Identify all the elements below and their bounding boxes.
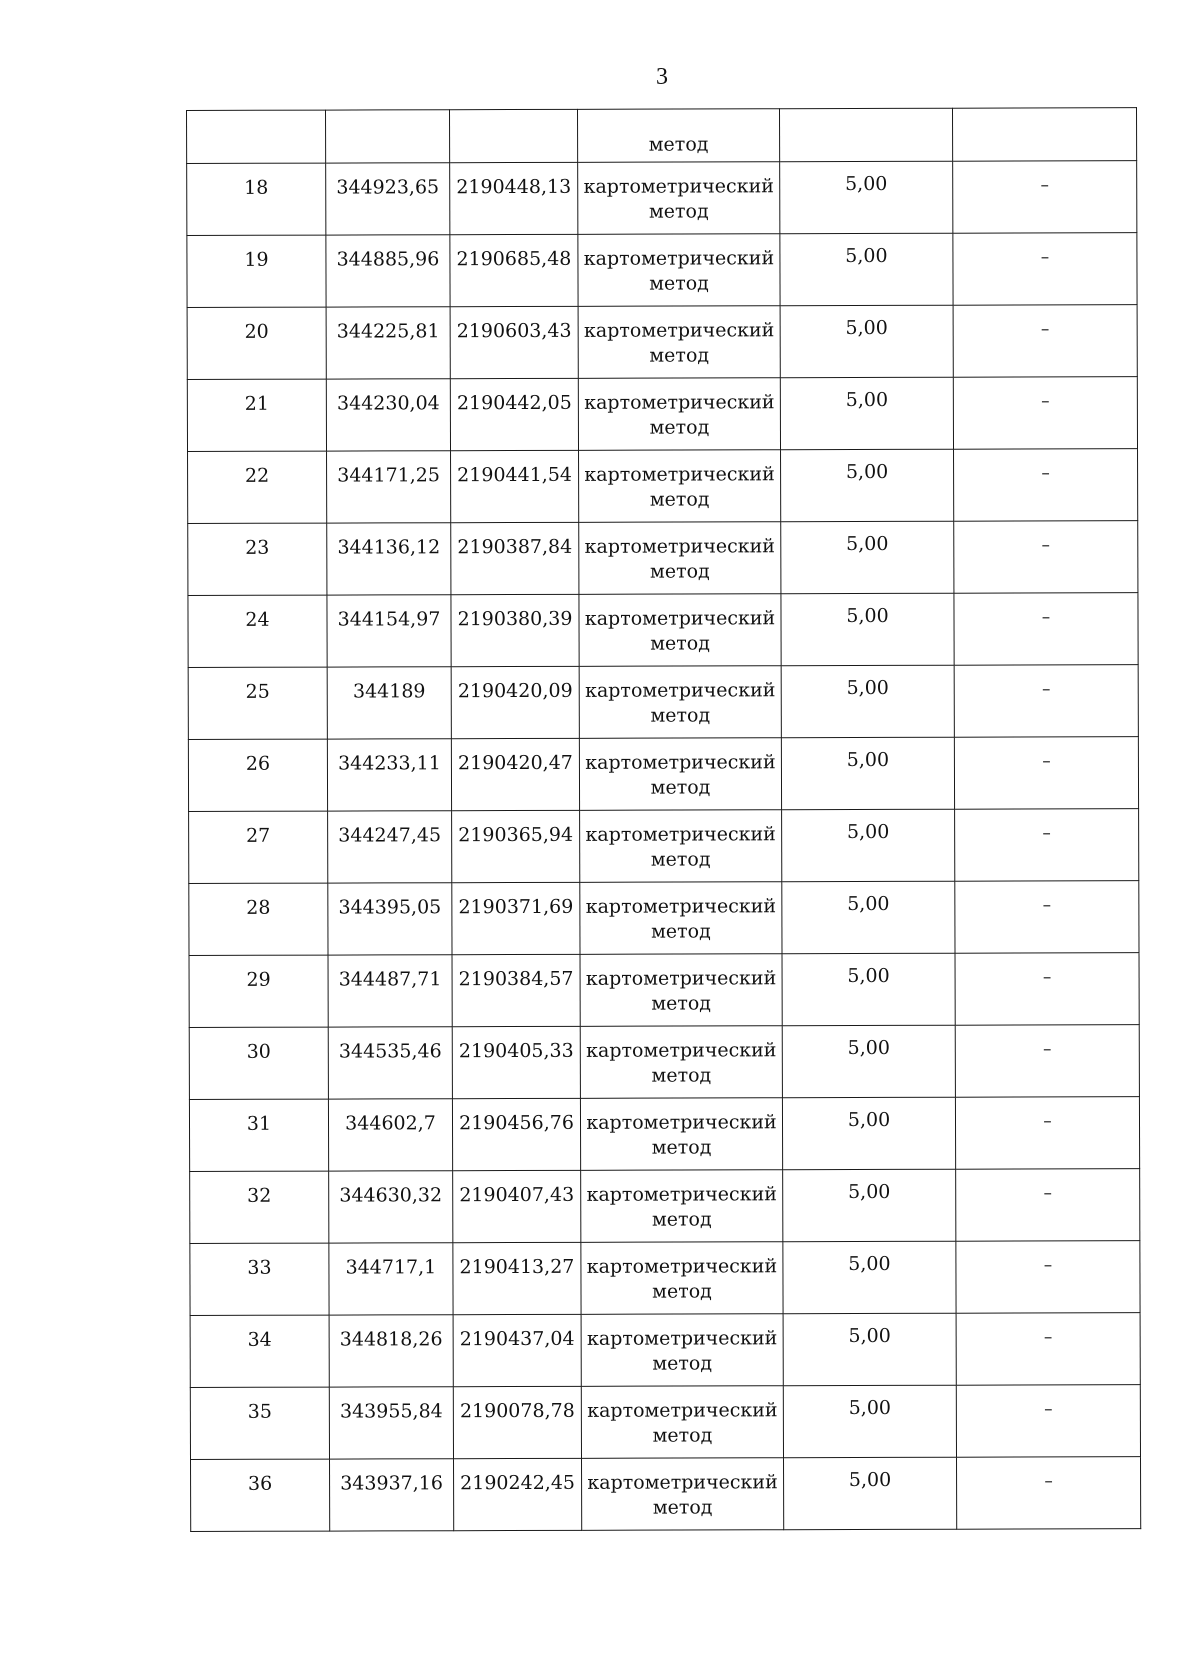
cell-y-coordinate (453, 1314, 581, 1386)
table-row (190, 1313, 1140, 1388)
cell-method-line-1: картометрический (585, 679, 776, 702)
cell-x-coordinate-text: 344230,04 (336, 392, 440, 415)
cell-y-coordinate (452, 810, 580, 882)
cell-note-text: – (1042, 751, 1051, 772)
cell-y-coordinate-text: 2190448,13 (456, 175, 572, 199)
cell-y-coordinate-text: 2190405,33 (458, 1039, 574, 1063)
cell-x-coordinate-text: 344885,96 (336, 248, 440, 271)
cell-point-number-text: 32 (247, 1184, 272, 1207)
cell-error (783, 1169, 956, 1242)
cell-method-line-2: метод (649, 416, 710, 439)
cell-note (956, 1313, 1140, 1386)
cell-x-coordinate (329, 1315, 453, 1387)
cell-point-number-text: 31 (246, 1112, 272, 1135)
cell-note-text: – (1041, 391, 1050, 412)
table-row (187, 305, 1137, 380)
cell-y-coordinate-text: 2190420,47 (457, 751, 573, 775)
cell-error-text: 5,00 (848, 1180, 891, 1204)
cell-error (784, 1457, 957, 1530)
cell-y-coordinate-text: 2190078,78 (459, 1399, 575, 1423)
cell-error-text: 5,00 (846, 748, 890, 772)
cell-error-text: 5,00 (846, 820, 890, 844)
cell-method-text (582, 1458, 783, 1521)
table-row (187, 377, 1137, 452)
cell-method-text (581, 1242, 782, 1305)
cell-method-line-2: метод (651, 1064, 712, 1087)
cell-note-text: – (1043, 1327, 1053, 1348)
table-row (190, 1169, 1140, 1244)
cell-x-coordinate-text: 344189 (352, 680, 426, 703)
cell-x-coordinate-text: 343955,84 (339, 1400, 443, 1423)
cell-method-text (580, 666, 781, 729)
cell-x-coordinate (327, 739, 451, 811)
cell-method-text (582, 1386, 783, 1449)
cell-error (782, 881, 955, 954)
cell-method (581, 1386, 783, 1459)
cell-point-number (187, 379, 326, 451)
cell-x-coordinate (329, 1171, 453, 1243)
cell-note-text: – (1042, 823, 1051, 844)
cell-method-line-1: картометрический (584, 535, 775, 558)
cell-note-text: – (1040, 175, 1050, 196)
cell-method-line-1: картометрический (583, 319, 775, 342)
table-row (189, 881, 1139, 956)
cell-method-line-2: метод (651, 1136, 712, 1159)
cell-point-number-text: 26 (245, 752, 271, 775)
table-row (188, 521, 1138, 596)
cell-error-text: 5,00 (846, 532, 889, 556)
cell-point-number-text: 18 (244, 176, 269, 199)
cell-method (579, 522, 781, 595)
cell-method-line-2: метод (652, 1496, 713, 1519)
cell-method (578, 162, 780, 235)
cell-error (782, 809, 955, 882)
cell-method-line-1: картометрический (584, 463, 775, 486)
table-row (188, 449, 1138, 524)
cell-note-text: – (1041, 535, 1051, 556)
cell-note-text: – (1040, 319, 1050, 340)
cell-method (579, 594, 781, 667)
cell-x-coordinate (326, 307, 450, 379)
cell-x-coordinate-text: 344233,11 (338, 752, 441, 775)
cell-point-number (189, 1027, 328, 1099)
cell-point-number (188, 739, 327, 811)
cell-error-text: 5,00 (845, 172, 888, 196)
cell-point-number-text: 23 (245, 536, 270, 559)
cell-method-line-1: картометрический (584, 607, 776, 630)
cell-x-coordinate (328, 1027, 452, 1099)
cell-method (580, 1026, 782, 1099)
cell-point-number-text: 30 (246, 1040, 271, 1063)
cell-note-text: – (1040, 247, 1050, 268)
cell-point-number (190, 1243, 329, 1315)
cell-method-line-1: картометрический (586, 1327, 778, 1350)
cell-x-empty (326, 110, 450, 163)
cell-method-text (578, 162, 779, 225)
cell-note-text: – (1042, 967, 1052, 988)
cell-error (780, 233, 953, 306)
cell-y-coordinate-text: 2190437,04 (459, 1327, 575, 1351)
table-row (191, 1457, 1141, 1532)
cell-method-text (581, 1170, 782, 1233)
cell-point-number-text: 22 (244, 464, 270, 487)
page-number: 3 (656, 64, 668, 90)
cell-note (953, 377, 1137, 450)
cell-y-coordinate-text: 2190380,39 (457, 607, 573, 631)
table-row (189, 1025, 1139, 1100)
cell-method-line-2: метод (651, 1208, 712, 1231)
cell-x-coordinate (327, 523, 451, 595)
cell-point-number-text: 20 (244, 320, 269, 343)
cell-y-coordinate (450, 234, 578, 306)
cell-x-coordinate (329, 1243, 453, 1315)
cell-x-coordinate (326, 379, 450, 451)
cell-point-number-text: 24 (245, 608, 270, 631)
cell-point-number (190, 1387, 329, 1459)
cell-method-line-1: картометрический (587, 1471, 778, 1494)
cell-note-text: – (1042, 895, 1052, 916)
cell-y-coordinate (453, 1386, 581, 1458)
cell-point-number (189, 955, 328, 1027)
cell-method-line-2: метод (650, 776, 711, 799)
cell-error-text: 5,00 (845, 388, 889, 412)
table-row (189, 953, 1139, 1028)
cell-point-number-text: 35 (247, 1400, 272, 1423)
coordinates-table (186, 107, 1141, 1532)
table-row (187, 233, 1137, 308)
cell-x-coordinate-text: 344630,32 (339, 1184, 443, 1207)
cell-note (955, 809, 1139, 882)
cell-y-coordinate (451, 738, 579, 810)
cell-point-number (188, 451, 327, 523)
cell-method-line-2: метод (652, 1352, 713, 1375)
cell-method-line-1: картометрический (584, 391, 775, 414)
cell-x-coordinate-text: 344487,71 (338, 968, 442, 991)
cell-method (579, 450, 781, 523)
cell-y-coordinate (453, 1170, 581, 1242)
cell-error-text: 5,00 (848, 1468, 892, 1492)
cell-method-text (579, 306, 780, 369)
cell-method (578, 306, 780, 379)
cell-point-number (189, 1099, 328, 1171)
cell-note (954, 449, 1138, 522)
cell-method-line-2: метод (651, 992, 712, 1015)
cell-method-text (580, 738, 781, 801)
cell-error (782, 953, 955, 1026)
cell-y-coordinate-text: 2190387,84 (457, 535, 573, 559)
cell-note (956, 1169, 1140, 1242)
cell-point-number (187, 163, 326, 235)
cell-error-text: 5,00 (846, 604, 889, 628)
cell-note (953, 233, 1137, 306)
cell-note-text: – (1043, 1183, 1052, 1204)
cell-note (956, 1241, 1140, 1314)
cell-method (577, 109, 779, 163)
cell-error (783, 1385, 956, 1458)
table-row (189, 809, 1139, 884)
cell-error (781, 665, 954, 738)
cell-note (954, 593, 1138, 666)
cell-method (581, 1170, 783, 1243)
cell-y-coordinate-text: 2190685,48 (456, 247, 572, 271)
cell-note (953, 305, 1137, 378)
cell-method-line-2: метод (649, 344, 710, 367)
cell-y-coordinate-text: 2190384,57 (458, 967, 574, 991)
cell-method (581, 1242, 783, 1315)
cell-point-number (191, 1459, 330, 1531)
cell-error-text: 5,00 (847, 892, 890, 916)
cell-x-coordinate (329, 1387, 453, 1459)
cell-x-coordinate-text: 344136,12 (337, 536, 441, 559)
cell-note-empty (952, 108, 1136, 162)
cell-error-text: 5,00 (847, 1036, 890, 1060)
cell-x-coordinate-text: 344923,65 (336, 176, 440, 199)
cell-point-number (188, 595, 327, 667)
cell-y-coordinate-text: 2190407,43 (459, 1183, 575, 1207)
cell-method-line-1: картометрический (585, 895, 777, 918)
cell-point-empty (187, 110, 326, 163)
cell-error (781, 737, 954, 810)
cell-method (578, 234, 780, 307)
cell-method-line-1: картометрический (586, 1183, 777, 1206)
cell-method-line-2: метод (649, 488, 710, 511)
cell-x-coordinate (330, 1459, 454, 1531)
cell-x-coordinate (328, 1099, 452, 1171)
cell-y-coordinate-text: 2190456,76 (459, 1111, 574, 1135)
cell-x-coordinate-text: 343937,16 (340, 1472, 443, 1495)
cell-error-text: 5,00 (847, 964, 890, 988)
cell-y-coordinate (452, 1026, 580, 1098)
cell-method-text (578, 234, 779, 297)
cell-y-coordinate (450, 378, 578, 450)
cell-error-text: 5,00 (845, 244, 888, 268)
cell-y-coordinate (451, 594, 579, 666)
cell-x-coordinate-text: 344818,26 (339, 1328, 443, 1351)
cell-note-text: – (1043, 1039, 1052, 1060)
cell-y-coordinate-text: 2190442,05 (456, 391, 572, 415)
cell-y-coordinate-text: 2190371,69 (458, 895, 574, 919)
cell-y-coordinate (453, 1242, 581, 1314)
cell-y-coordinate (450, 162, 578, 234)
cell-y-empty (450, 109, 578, 162)
cell-error (783, 1313, 956, 1386)
cell-x-coordinate-text: 344535,46 (338, 1040, 442, 1063)
cell-note (953, 161, 1137, 234)
table-body (187, 108, 1141, 1532)
cell-method-text (581, 1026, 782, 1089)
cell-method-text (579, 594, 780, 657)
cell-method (580, 1098, 782, 1171)
cell-method (580, 810, 782, 883)
table-row (188, 737, 1138, 812)
cell-error (780, 161, 953, 234)
cell-x-coordinate-text: 344602,7 (345, 1112, 436, 1135)
cell-method-line-2: метод (649, 272, 709, 295)
cell-point-number (187, 235, 326, 307)
cell-note (956, 1385, 1140, 1458)
cell-note-text: – (1041, 607, 1051, 628)
cell-error-empty (779, 108, 952, 162)
cell-note (957, 1457, 1141, 1530)
cell-method-text (581, 954, 782, 1017)
cell-method (579, 738, 781, 811)
cell-x-coordinate (327, 667, 451, 739)
cell-y-coordinate (451, 522, 579, 594)
cell-method-line-2: метод (652, 1424, 713, 1447)
cell-method-line-2: метод (649, 560, 710, 583)
cell-point-number-text: 27 (246, 824, 271, 847)
cell-error-text: 5,00 (846, 676, 889, 700)
cell-method (581, 1314, 783, 1387)
cell-error-text: 5,00 (848, 1396, 892, 1420)
cell-point-number (189, 883, 328, 955)
cell-note-text: – (1041, 463, 1050, 484)
cell-method-text (580, 882, 781, 945)
cell-method-line-2: метод (650, 632, 710, 655)
cell-method-text (580, 810, 781, 873)
cell-error-text: 5,00 (845, 460, 889, 484)
cell-y-coordinate (454, 1458, 582, 1530)
cell-x-coordinate (328, 883, 452, 955)
cell-y-coordinate-text: 2190603,43 (456, 319, 572, 343)
cell-method-line-1: картометрический (583, 175, 774, 198)
cell-point-number (190, 1315, 329, 1387)
table-row (190, 1385, 1140, 1460)
cell-method-line-1: картометрический (586, 1111, 777, 1134)
cell-method-line-1: картометрический (585, 751, 776, 774)
cell-note-text: – (1041, 679, 1051, 700)
cell-note-text: – (1044, 1471, 1053, 1492)
cell-method (580, 954, 782, 1027)
cell-x-coordinate (328, 955, 452, 1027)
cell-y-coordinate (450, 306, 578, 378)
cell-method (579, 666, 781, 739)
cell-error (781, 449, 954, 522)
cell-y-coordinate-text: 2190242,45 (460, 1471, 576, 1495)
cell-error (781, 593, 954, 666)
cell-note-text: – (1044, 1399, 1053, 1420)
cell-x-coordinate (328, 811, 452, 883)
cell-point-number-text: 29 (246, 968, 271, 991)
cell-y-coordinate (452, 882, 580, 954)
cell-error-text: 5,00 (848, 1252, 891, 1276)
cell-error-text: 5,00 (845, 316, 888, 340)
cell-method-line-2: метод (650, 704, 711, 727)
cell-method-line-1: картометрический (586, 1255, 778, 1278)
cell-note (954, 665, 1138, 738)
cell-note (955, 953, 1139, 1026)
cell-method-line-2: метод (648, 200, 709, 223)
cell-point-number (190, 1171, 329, 1243)
cell-method-text (579, 450, 780, 513)
cell-x-coordinate (327, 595, 451, 667)
cell-x-coordinate (326, 163, 450, 235)
cell-point-number (187, 307, 326, 379)
cell-method-line-1: картометрический (585, 823, 776, 846)
cell-x-coordinate-text: 344154,97 (337, 608, 441, 631)
cell-x-coordinate (326, 235, 450, 307)
cell-error (780, 305, 953, 378)
cell-method-line-1: картометрический (585, 967, 777, 990)
cell-point-number-text: 21 (244, 392, 269, 415)
cell-note (954, 521, 1138, 594)
cell-error (783, 1241, 956, 1314)
cell-note (954, 737, 1138, 810)
cell-y-coordinate (452, 954, 580, 1026)
cell-note (955, 881, 1139, 954)
cell-point-number (188, 523, 327, 595)
cell-method-text (582, 1314, 783, 1377)
cell-y-coordinate (452, 1098, 580, 1170)
table-row (189, 1097, 1139, 1172)
cell-x-coordinate-text: 344395,05 (338, 896, 442, 919)
cell-y-coordinate-text: 2190413,27 (459, 1255, 575, 1279)
cell-point-number-text: 28 (246, 896, 271, 919)
cell-x-coordinate-text: 344247,45 (338, 824, 442, 847)
cell-method-line-2: метод (650, 848, 711, 871)
method-text: метод (648, 133, 709, 156)
cell-method-text (579, 522, 780, 585)
cell-y-coordinate-text: 2190365,94 (458, 823, 574, 847)
cell-error (780, 377, 953, 450)
cell-method-line-1: картометрический (583, 247, 775, 270)
cell-method (582, 1458, 784, 1531)
cell-error-text: 5,00 (848, 1324, 891, 1348)
cell-y-coordinate (451, 666, 579, 738)
table-row (187, 161, 1137, 236)
cell-point-number-text: 25 (245, 680, 270, 703)
cell-point-number-text: 19 (244, 248, 269, 271)
cell-x-coordinate-text: 344171,25 (337, 464, 440, 487)
cell-x-coordinate-text: 344717,1 (345, 1256, 437, 1279)
cell-method-line-1: картометрический (587, 1399, 778, 1422)
cell-method-line-2: метод (652, 1280, 712, 1303)
cell-method (580, 882, 782, 955)
cell-y-coordinate (451, 450, 579, 522)
cell-point-number-text: 34 (247, 1328, 272, 1351)
cell-point-number (188, 667, 327, 739)
cell-y-coordinate-text: 2190441,54 (457, 463, 573, 487)
cell-x-coordinate-text: 344225,81 (336, 320, 440, 343)
cell-y-coordinate-text: 2190420,09 (457, 679, 573, 703)
table-row (188, 665, 1138, 740)
cell-method-line-2: метод (651, 920, 711, 943)
cell-method-text (581, 1098, 782, 1161)
cell-method-text (579, 378, 780, 441)
cell-point-number (189, 811, 328, 883)
cell-method-line-1: картометрический (586, 1039, 777, 1062)
cell-error (781, 521, 954, 594)
cell-error-text: 5,00 (847, 1108, 891, 1132)
cell-method (578, 378, 780, 451)
table-row (188, 593, 1138, 668)
cell-note (955, 1025, 1139, 1098)
table-row (190, 1241, 1140, 1316)
cell-x-coordinate (327, 451, 451, 523)
cell-note-text: – (1043, 1255, 1053, 1276)
cell-error (782, 1097, 955, 1170)
continuation-row (187, 108, 1137, 164)
cell-note (955, 1097, 1139, 1170)
cell-note-text: – (1043, 1111, 1052, 1132)
cell-point-number-text: 33 (247, 1256, 272, 1279)
cell-error (782, 1025, 955, 1098)
cell-point-number-text: 36 (247, 1472, 273, 1495)
